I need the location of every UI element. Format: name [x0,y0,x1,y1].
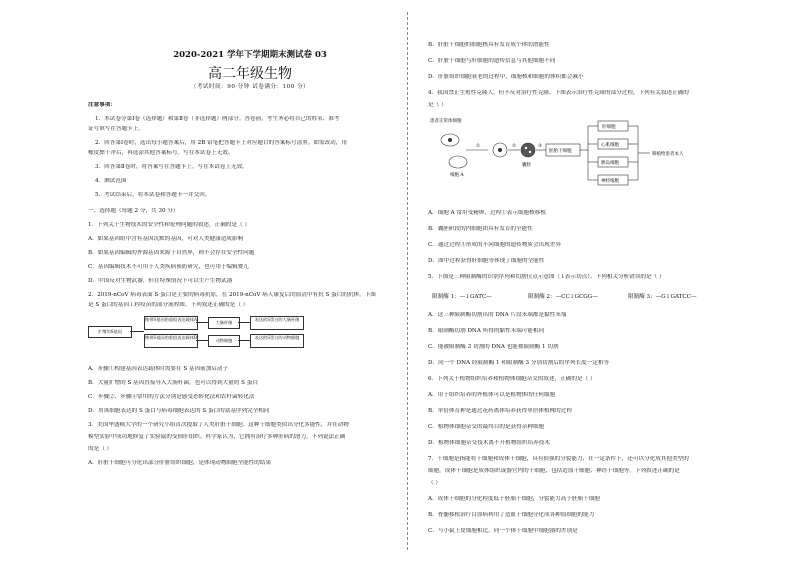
flow-arrow [196,322,208,323]
q6-option-b: B．单倍体育种是通过花药离体培养获得单倍体植株的过程 [428,408,572,414]
q3-stem: 的是（ ） [88,446,113,452]
blastocyst-inner [529,151,531,153]
enzyme-2: 限制酶 2：—CC↓GCGG— [528,294,598,300]
q6-option-c: C．植物体细胞杂交的最终目的是获得杂种细胞 [428,424,545,430]
note-item: 3．回答第Ⅱ卷时，将答案写在答题卡上。写在本试卷上无效。 [95,164,248,170]
q5-option-d: D．同一个 DNA 经限制酶 1 和限制酶 3 分别切割后的序列长度一定相等 [428,360,610,366]
q2-option-d: D．用该细胞表达的 S 蛋白与病毒细胞表达的 S 蛋白的氨基序列完全相同 [88,408,270,414]
exam-title: 2020-2021 学年下学期期末测试卷 03 [173,50,327,60]
q7-option-b: B．骨髓移植治疗白血病利用了造血干细胞分化成各种血细胞的能力 [428,512,595,518]
q2-stem: 是 S 蛋白的基因工程疫苗的部分流程图。下列叙述正确的是（ ） [88,302,249,308]
q4-stem: 4．我国禁止生殖性克隆人，但不反对治疗性克隆。下图表示治疗性克隆的部分过程，下列有关叙述正确的 [428,90,689,96]
flow-arrow [238,322,250,323]
enzyme-3: 限制酶 3：—G↓GATCC— [628,294,697,300]
q1-option-b: B．如果基因编辑的外源基因来源于自然界，则不会存在安全性问题 [88,250,255,256]
blastocyst-label: 囊胚 [522,163,531,168]
q7-stem: 细胞。成体干细胞是成体组织或器官内的干细胞，包括造血干细胞、神经干细胞等。下列叙述正确的是 [428,468,680,474]
transplant-label: 移植给患者本人 [652,152,684,157]
q4-stem: 是（ ） [428,102,447,108]
q2-option-a: A．步骤①构建基因表达载体时需要在 S 基因前加启动子 [88,366,229,372]
q3-option-a: A．肝脏干细胞可分化出部分肝脏组织细胞，是体现动物细胞全能性的结果 [88,460,272,466]
q2-option-b: B．大量扩增的 S 基因直接导入大肠杆菌，也可以得到大量的 S 蛋白 [88,380,258,386]
flow-product-animal-box: 表达的S蛋白的动物细胞 [250,334,304,348]
q6-stem: 6．下列关于植物组织培养和植物体细胞杂交的叙述，正确的是（ ） [428,376,596,382]
cell-a-label: 细胞 A [450,173,464,178]
note-item: 2．回答第Ⅰ卷时，选出每小题答案后，用 2B 铅笔把答题卡上对应题目的答案标号涂黑。如需改动，用 [95,140,347,146]
target-label: 肝细胞 [602,125,616,130]
es-cell-label: 胚胎干细胞 [549,149,572,154]
q3-option-d: D．肝脏组织细胞衰老的过程中，细胞核和细胞的体积都会减小 [428,74,584,80]
q6-option-a: A．用于组织培养的外植体可以是植物体的任何细胞 [428,392,556,398]
q1-option-d: D．中国反对生物武器，但在特殊情况下可以生产生物武器 [88,278,233,284]
q7-option-c: C．与小鼠上皮细胞相比，同一个体干细胞中细胞器的差别是 [428,528,578,534]
right-column [410,0,794,562]
q5-stem: 5．下图是三种限制酶的识别序列和切割位点示意图（↓表示切点）。下列相关分析错误的是（ ） [428,274,665,280]
target-label: 心肌细胞 [601,143,619,148]
cloning-diagram-svg [428,110,708,200]
section-heading: 一、选择题（每题 2 分，共 30 分） [88,208,179,214]
exam-info: （考试时间：90 分钟 试卷满分：100 分） [190,84,310,90]
blastocyst-icon [521,143,535,157]
q4-option-b: B．囊胚阶段的内细胞团具有发育的全能性 [428,226,533,232]
flow-vector-a-box: 携带S基因的重组表达载体A [144,316,198,330]
q7-stem: 7．干细胞是指能将干细胞和成体干细胞，具有很强的分裂能力，在一定条件下，还可以分化成其他类型的 [428,456,689,462]
q7-option-a: A．成体干细胞的分化程度低于胚胎干细胞，分裂能力高于胚胎干细胞 [428,496,600,502]
note-item: 5．考试结束后，将本试卷和答题卡一并交回。 [95,192,211,198]
q3-stem: 模型实验中成功地修复了实验鼠的受损肝组织。科学家认为，它拥有治疗多种肝病的潜力。下列说法正确 [88,434,346,440]
reconstructed-nucleus [498,148,502,152]
subject-title: 高二年级生物 [208,66,292,82]
q7-stem: （ ） [428,480,441,486]
patient-label: 患者正常体细胞 [430,119,462,124]
step-label: ① [476,144,481,149]
flow-source-box: 扩增的S基因 [88,326,132,338]
q6-option-d: D．植物体细胞杂交技术离不开植物组织培养技术 [428,440,550,446]
q4-option-d: D．图中过程获得肝细胞等体现了细胞的全能性 [428,258,545,264]
cell-a-icon [449,156,467,168]
step-label: ② [512,144,517,149]
q2-stem: 2．2019-nCoV 病毒表面 S 蛋白是主要的病毒抗原，在 2019-nCoV 病人康复后的血清中有抗 S 蛋白的抗体。下图 [88,292,376,298]
q1-option-a: A．如果基因组中含有基因沉默的基因，可对人类健康造成影响 [88,236,244,242]
q3-stem: 3．美国华盛顿大学的一个研究小组首次提取了人类肝脏干细胞。这种干细胞类似出分化多能性，并在动物 [88,422,349,428]
q5-option-b: B．限制酶切割 DNA 所得的黏性末端可能相同 [428,328,545,334]
q4-cloning-diagram [428,110,708,200]
note-item: 4．测试范围 [95,178,127,184]
flow-arrow [238,340,250,341]
enzyme-1: 限制酶 1：—↓GATC— [432,294,492,300]
flow-vector-b-box: 携带S基因的重组表达载体B [144,334,198,348]
q2-option-c: C．步骤②、步骤④常用的方法分别是感受态转化法和农杆菌转化法 [88,394,255,400]
flow-arrow [130,331,144,332]
target-label: 神经细胞 [601,179,619,184]
flow-host-animal-box: 动物细胞 [208,335,240,347]
patient-cell-nucleus [448,138,452,142]
flow-arrow [196,340,208,341]
note-item: 证号填写在答题卡上。 [88,126,144,132]
q3-option-c: C．肝脏干细胞与肝细胞的遗传信息与其他细胞不同 [428,58,556,64]
column-divider [407,12,408,550]
q5-option-c: C．能被限制酶 3 切割的 DNA 也能被限制酶 1 切割 [428,344,559,350]
q4-option-a: A．细胞 A 常用受精卵，过程①表示细胞核移植 [428,210,546,216]
notes-title: 注意事项： [88,102,116,108]
note-item: 1．本试卷分第Ⅰ卷（选择题）和第Ⅱ卷（非选择题）两部分。答卷前，考生务必将自己的姓名、准考 [95,116,340,122]
q5-option-a: A．这三种限制酶切割出的 DNA 片段末端都是黏性末端 [428,312,567,318]
q4-option-c: C．通过过程③形成的不同细胞的遗传物质会出现差异 [428,242,561,248]
q1-option-c: C．基因编辑技术不可用于人类疾病预防研究，也可用于编辑婴儿 [88,264,249,270]
target-label: 胰岛细胞 [601,161,619,166]
note-item: 橡皮擦干净后，再选涂其他答案标号。写在本试卷上无效。 [88,150,234,156]
q3-option-b: B．肝脏干细胞的细胞核具有发育成个体的潜能性 [428,42,550,48]
step-label: ③ [538,144,543,149]
blastocyst-inner [525,147,527,149]
q1-stem: 1．下列关于生物技术的安全性和伦理问题的叙述，正确的是（ ） [88,222,250,228]
flow-product-ecoli-box: 表达的S蛋白的大肠杆菌 [250,316,304,330]
flow-host-ecoli-box: 大肠杆菌 [208,317,240,329]
